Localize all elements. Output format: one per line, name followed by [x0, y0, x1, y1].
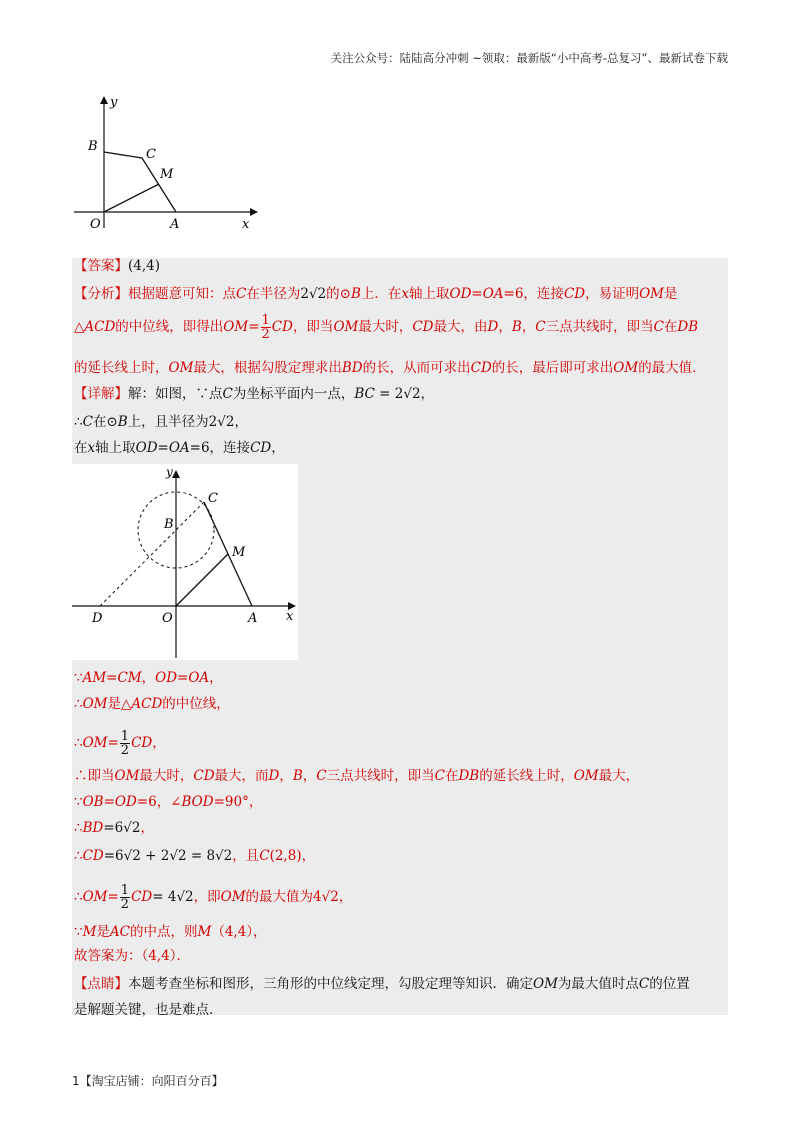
label-c: C: [146, 147, 156, 162]
text: ，: [498, 319, 512, 335]
var: OM: [333, 319, 359, 335]
label-x: x: [286, 609, 294, 624]
var: D: [268, 768, 280, 784]
var: C: [259, 848, 270, 864]
num: + 2: [140, 848, 170, 864]
var: B: [511, 319, 522, 335]
answer-tag: 【答案】: [74, 258, 128, 274]
var: CD: [193, 768, 215, 784]
var: C: [316, 768, 327, 784]
step-3: [74, 730, 166, 757]
text: 的中位线，即得出: [115, 319, 224, 335]
text: ，即当: [292, 319, 334, 335]
sqrt2: √2: [403, 386, 421, 402]
var: B: [292, 768, 303, 784]
text: 轴上取: [95, 440, 136, 456]
analysis-line-1: [74, 284, 677, 304]
text: ，易证明: [585, 286, 640, 302]
numerator: 1: [120, 883, 130, 898]
text: =: [107, 889, 119, 905]
var: OM: [82, 735, 108, 751]
sqrt2: √2: [215, 848, 233, 864]
var: C: [82, 414, 93, 430]
label-x: x: [242, 217, 250, 232]
text: 的延长线上时，: [479, 768, 574, 784]
text: 的中位线，: [162, 696, 230, 712]
denominator: 2: [120, 897, 130, 912]
var: CD: [412, 319, 434, 335]
var: B: [117, 414, 128, 430]
var: OD=OA: [449, 286, 504, 302]
text: 在: [663, 319, 678, 335]
var: ACD: [131, 696, 163, 712]
sqrt2: √2: [176, 889, 194, 905]
text: 的⊙: [326, 286, 351, 302]
var: C: [653, 319, 664, 335]
label-m: M: [232, 545, 246, 560]
text: 的中点，则: [130, 924, 198, 940]
text: 最大，: [598, 768, 640, 784]
text: 的最大值为4: [245, 889, 322, 905]
text: 为坐标平面内一点，: [232, 386, 355, 402]
var: ACD: [84, 319, 116, 335]
text: ，且: [232, 848, 260, 864]
step-10: [74, 946, 190, 966]
var: OM: [573, 768, 599, 784]
var: B: [350, 286, 361, 302]
fraction-half: [120, 730, 130, 757]
text: 是解题关键，也是难点．: [74, 1002, 223, 1018]
var: DB: [677, 319, 699, 335]
text: 的长，从而可求出: [362, 360, 471, 376]
text: =: [107, 735, 119, 751]
var: OM: [220, 889, 246, 905]
var: C: [535, 319, 546, 335]
text: 最大，而: [214, 768, 269, 784]
x-axis-arrow-icon: [250, 208, 258, 216]
label-a: A: [170, 217, 180, 232]
text: 是: [96, 924, 110, 940]
var: C: [434, 768, 445, 784]
sqrt2: √2: [123, 848, 141, 864]
text: 解：如图，∵点: [128, 386, 223, 402]
text: ，即: [193, 889, 221, 905]
var: x: [87, 440, 96, 456]
text: 在: [74, 440, 88, 456]
step-6: [74, 818, 154, 838]
text: 的延长线上时，: [74, 360, 169, 376]
text: 本题考查坐标和图形，三角形的中位线定理，勾股定理等知识．确定: [128, 976, 533, 992]
label-y: y: [110, 95, 118, 110]
step-1: [74, 668, 223, 688]
var: C: [638, 976, 650, 992]
text: ，: [521, 319, 536, 335]
var: OM: [82, 889, 108, 905]
text: 根据题意可知：点: [128, 286, 236, 302]
text: (2,8)，: [269, 848, 316, 864]
text: 在半径为: [246, 286, 301, 302]
sqrt2: √2: [217, 414, 235, 430]
text: ，: [302, 768, 317, 784]
var: CD: [271, 319, 293, 335]
var: OD=OA: [135, 440, 190, 456]
text: 最大时，: [139, 768, 194, 784]
text: ∴: [74, 735, 83, 751]
var: OM: [639, 286, 664, 302]
text: 是: [663, 286, 678, 302]
label-y: y: [166, 465, 173, 479]
label-c: C: [208, 491, 218, 506]
numerator: 1: [120, 729, 130, 744]
var: C: [236, 286, 247, 302]
segment-om: [104, 184, 159, 212]
var: OM: [223, 319, 249, 335]
text: ，: [420, 386, 435, 402]
text: 最大，由: [433, 319, 488, 335]
text: ∴: [74, 889, 83, 905]
analysis-line-3: [74, 358, 706, 378]
var: D: [487, 319, 499, 335]
step-5: [74, 792, 262, 812]
analysis-line-2: [74, 314, 698, 341]
label-b: B: [164, 517, 174, 532]
text: ，: [140, 820, 154, 836]
text: =6，连接: [503, 286, 564, 302]
num: = 8: [186, 848, 216, 864]
num: 2: [300, 286, 309, 302]
segment-bca: [104, 152, 176, 212]
text: ，: [152, 735, 166, 751]
var: OB=OD: [82, 794, 137, 810]
var: M: [197, 924, 212, 940]
label-a: A: [248, 611, 258, 626]
var: CD: [563, 286, 586, 302]
text: ，: [234, 414, 248, 430]
figure-2: [72, 464, 298, 660]
var: CD: [250, 440, 272, 456]
var: BOD: [181, 794, 214, 810]
text: ，: [279, 768, 293, 784]
text: ∴即当: [74, 768, 115, 784]
var: AM=CM: [82, 670, 142, 686]
text: 上，且半径为: [127, 414, 209, 430]
step-2: [74, 694, 230, 714]
var: CD: [470, 360, 492, 376]
text: ∴: [74, 820, 83, 836]
page-footer: 1【淘宝店铺：向阳百分百】: [72, 1074, 224, 1088]
num: 2: [208, 414, 218, 430]
detail-line-2: [74, 412, 248, 432]
text: ∵: [74, 794, 83, 810]
text: ，: [271, 440, 285, 456]
analysis-tag: 【分析】: [74, 286, 128, 302]
sqrt2: √2: [308, 286, 327, 302]
sqrt2: √2: [321, 889, 339, 905]
answer-value: (4,4): [128, 258, 161, 274]
text: 在⊙: [92, 414, 118, 430]
text: 在: [444, 768, 459, 784]
step-7: [74, 846, 315, 866]
var: OM: [613, 360, 639, 376]
text: 最大，根据勾股定理求出: [193, 360, 342, 376]
step-4: [74, 766, 639, 786]
fraction-half: [261, 314, 271, 341]
var: M: [82, 924, 97, 940]
text: ∵: [74, 670, 83, 686]
text: ，: [338, 889, 353, 905]
text: 的长，最后即可求出: [491, 360, 614, 376]
text: =6，连接: [189, 440, 251, 456]
text: 的最大值．: [638, 360, 706, 376]
var: CD: [131, 889, 153, 905]
text: △: [74, 319, 85, 335]
text: =: [248, 319, 260, 335]
comment-line-2: [74, 1000, 223, 1020]
text: 轴上取: [409, 286, 450, 302]
var: x: [401, 286, 409, 302]
var: OM: [168, 360, 194, 376]
var: CD: [82, 848, 104, 864]
var: OM: [114, 768, 140, 784]
label-o: O: [90, 217, 101, 232]
text: 三点共线时，即当: [326, 768, 435, 784]
text: =6，∠: [136, 794, 182, 810]
label-m: M: [160, 167, 174, 182]
text: 最大时，: [358, 319, 413, 335]
num: = 4: [152, 889, 177, 905]
var: BD: [341, 360, 363, 376]
label-o: O: [162, 611, 173, 626]
y-axis-arrow-icon: [100, 96, 108, 104]
page-header: 关注公众号：陆陆高分冲刺 ~领取：最新版“小中高考-总复习”、最新试卷下载: [330, 51, 728, 65]
text: 是△: [107, 696, 132, 712]
text: ，: [209, 670, 223, 686]
comment-tag: 【点睛】: [74, 976, 128, 992]
text: 为最大值时点: [557, 976, 639, 992]
var: AC: [109, 924, 131, 940]
num: =6: [103, 848, 124, 864]
sqrt2: √2: [169, 848, 187, 864]
comment-line-1: [74, 974, 690, 994]
var: OM: [82, 696, 108, 712]
num: =6: [103, 820, 124, 836]
figure-1: [74, 92, 264, 232]
var: DB: [458, 768, 480, 784]
answer-line: [74, 256, 160, 276]
denominator: 2: [120, 743, 130, 758]
step-9: [74, 922, 267, 942]
text: ∵: [74, 924, 83, 940]
final-answer-text: 故答案为：（4,4）．: [74, 948, 190, 964]
label-b: B: [88, 139, 98, 154]
text: ∴: [74, 414, 83, 430]
sqrt2: √2: [123, 820, 141, 836]
text: = 2: [374, 386, 404, 402]
step-8: [74, 884, 352, 911]
var: BD: [82, 820, 104, 836]
text: ∴: [74, 848, 83, 864]
text: =90°，: [213, 794, 263, 810]
text: （4,4），: [211, 924, 267, 940]
var: C: [222, 386, 233, 402]
numerator: 1: [261, 313, 270, 328]
text: ，: [141, 670, 156, 686]
var: CD: [131, 735, 153, 751]
fraction-half: [120, 884, 130, 911]
var: OM: [533, 976, 558, 992]
detail-line-1: [74, 384, 434, 404]
var: OD=OA: [155, 670, 210, 686]
var: BC: [354, 386, 375, 402]
text: 上．在: [360, 286, 402, 302]
denominator: 2: [261, 327, 270, 342]
text: 三点共线时，即当: [545, 319, 654, 335]
label-d: D: [92, 611, 103, 626]
text: ∴: [74, 696, 83, 712]
detail-tag: 【详解】: [74, 386, 128, 402]
text: 的位置: [649, 976, 690, 992]
detail-line-3: [74, 438, 285, 458]
